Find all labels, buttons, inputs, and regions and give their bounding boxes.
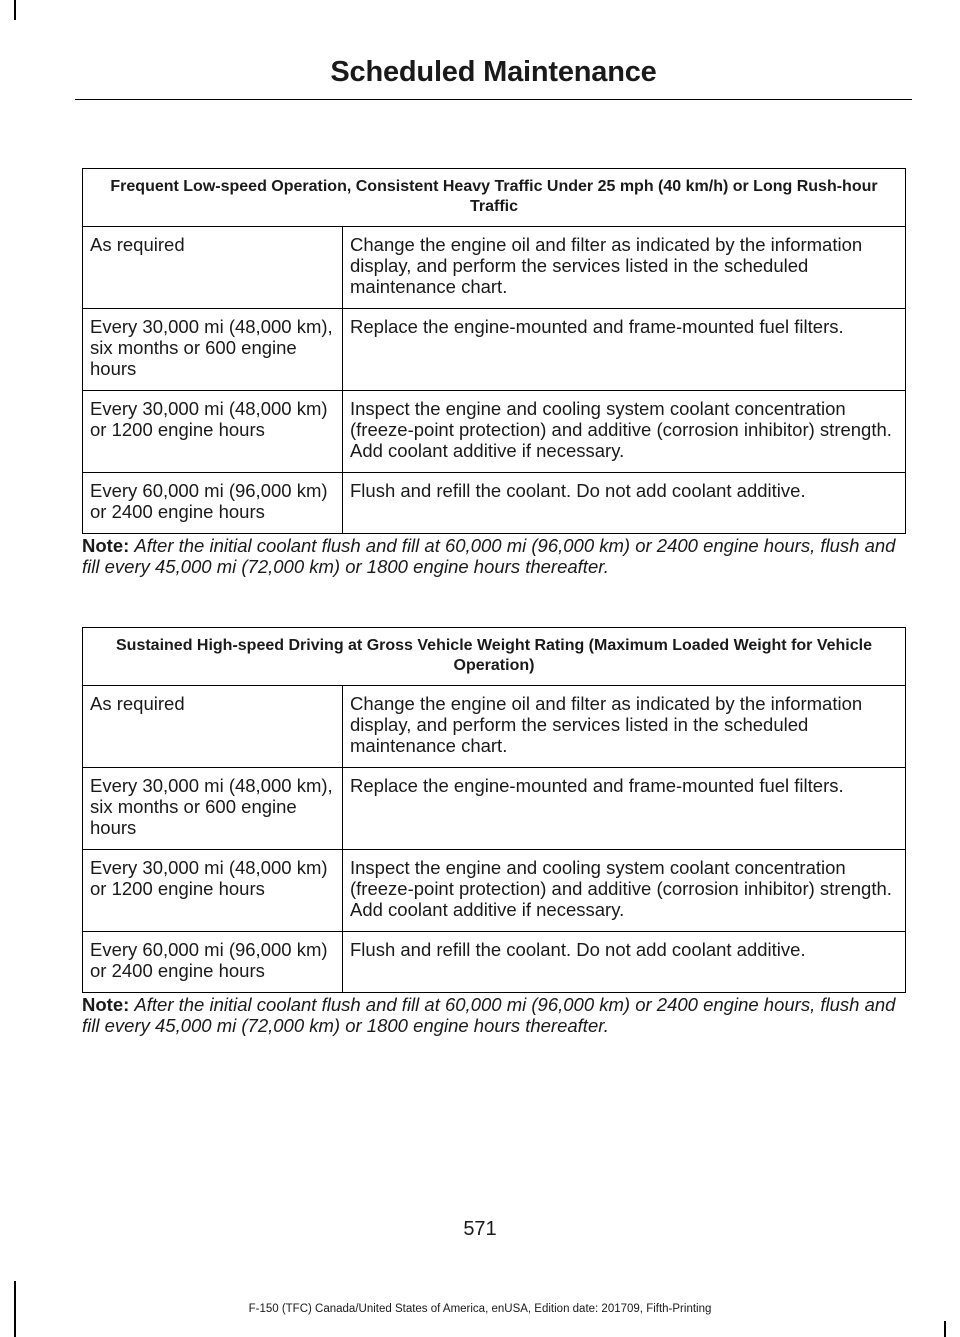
table-row — [83, 227, 906, 309]
table-row — [83, 686, 906, 768]
interval-cell: As required — [83, 227, 343, 309]
interval-cell: Every 30,000 mi (48,000 km), six months or 600 engine hours — [83, 309, 343, 391]
table-row — [83, 768, 906, 850]
page-title: Scheduled Maintenance — [75, 56, 912, 100]
edition-footer: F-150 (TFC) Canada/United States of America, enUSA, Edition date: 201709, Fifth-Printing — [248, 1303, 712, 1315]
table-row — [83, 932, 906, 993]
crop-mark-top-left — [14, 0, 16, 20]
note-text: After the initial coolant flush and fill at 60,000 mi (96,000 km) or 2400 engine hours, flush and fill every 45,000 mi (72,000 km) or 1800 engine hours thereafter. — [82, 535, 896, 577]
maintenance-table-high-speed — [82, 627, 906, 993]
interval-cell: Every 30,000 mi (48,000 km) or 1200 engine hours — [83, 391, 343, 473]
table-title: Sustained High-speed Driving at Gross Vehicle Weight Rating (Maximum Loaded Weight for Vehicle Operation) — [83, 628, 906, 686]
page-number: 571 — [463, 1218, 497, 1240]
coolant-note — [82, 534, 906, 577]
page-content — [82, 168, 906, 1036]
action-cell: Flush and refill the coolant. Do not add coolant additive. — [343, 473, 906, 534]
table-row — [83, 391, 906, 473]
action-cell: Inspect the engine and cooling system coolant concentration (freeze-point protection) and additive (corrosion inhibitor) strength. Add coolant additive if necessary. — [343, 391, 906, 473]
table-row — [83, 850, 906, 932]
action-cell: Replace the engine-mounted and frame-mounted fuel filters. — [343, 768, 906, 850]
table-row — [83, 473, 906, 534]
interval-cell: Every 60,000 mi (96,000 km) or 2400 engine hours — [83, 473, 343, 534]
table-title: Frequent Low-speed Operation, Consistent Heavy Traffic Under 25 mph (40 km/h) or Long Rush-hour Traffic — [83, 169, 906, 227]
action-cell: Inspect the engine and cooling system coolant concentration (freeze-point protection) and additive (corrosion inhibitor) strength. Add coolant additive if necessary. — [343, 850, 906, 932]
action-cell: Flush and refill the coolant. Do not add coolant additive. — [343, 932, 906, 993]
maintenance-table-low-speed — [82, 168, 906, 534]
note-text: After the initial coolant flush and fill at 60,000 mi (96,000 km) or 2400 engine hours, flush and fill every 45,000 mi (72,000 km) or 1800 engine hours thereafter. — [82, 994, 896, 1036]
coolant-note — [82, 993, 906, 1036]
interval-cell: Every 30,000 mi (48,000 km) or 1200 engine hours — [83, 850, 343, 932]
interval-cell: As required — [83, 686, 343, 768]
crop-mark-bottom-right — [944, 1321, 946, 1337]
interval-cell: Every 30,000 mi (48,000 km), six months or 600 engine hours — [83, 768, 343, 850]
action-cell: Replace the engine-mounted and frame-mounted fuel filters. — [343, 309, 906, 391]
note-label: Note: — [82, 535, 130, 556]
note-label: Note: — [82, 994, 130, 1015]
interval-cell: Every 60,000 mi (96,000 km) or 2400 engine hours — [83, 932, 343, 993]
table-row — [83, 309, 906, 391]
action-cell: Change the engine oil and filter as indicated by the information display, and perform the services listed in the scheduled maintenance chart. — [343, 686, 906, 768]
action-cell: Change the engine oil and filter as indicated by the information display, and perform the services listed in the scheduled maintenance chart. — [343, 227, 906, 309]
